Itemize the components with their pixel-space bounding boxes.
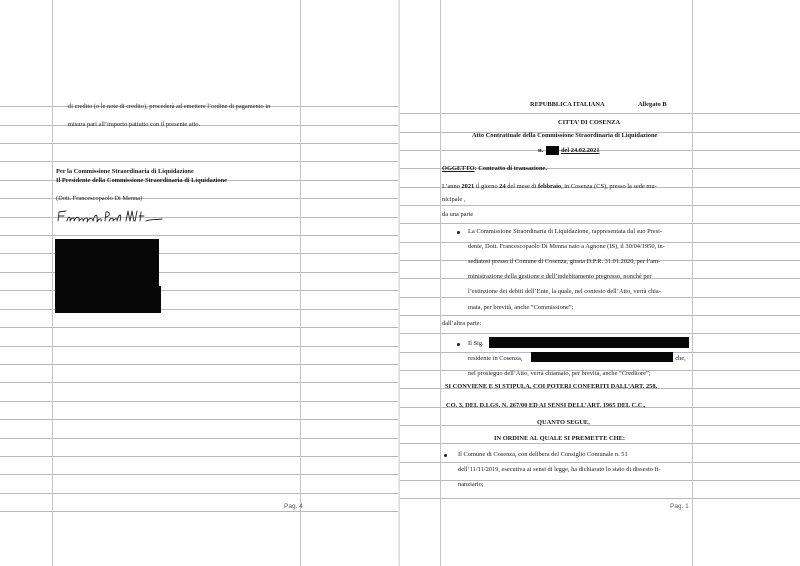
premise-line: Il Comune di Cosenza, con delibera del Consiglio Comunale n. 51 <box>458 451 628 458</box>
redaction-block <box>546 146 559 155</box>
party-two-che: , che, <box>672 355 686 362</box>
redaction-block <box>531 352 673 362</box>
party-one-line: La Commissione Straordinaria di Liquidazione, rappresentata dal suo Presi- <box>468 228 662 235</box>
agreement-line: CO. 3, DEL D.LGS. N. 267/00 ED AI SENSI DELL’ART. 1965 DEL C.C., <box>446 402 646 409</box>
body-text-line: misura pari all’importo pattuito con il presente atto. <box>68 121 201 128</box>
party-one-line: mata, per brevità, anche “Commissione”; <box>468 304 574 311</box>
party-one-line: ministrazione della gestione e dell’indebitamento pregresso, nonché per <box>468 273 652 280</box>
body-text-line: di credito (o le note di credito), procederà ad emettere l’ordine di pagamento in <box>68 103 271 110</box>
header-attachment: Allegato B <box>638 101 667 108</box>
party-two-line: nel prosieguo dell’Atto, verrà chiamato, per brevità, anche “Creditore”; <box>468 370 651 377</box>
header-city: CITTA’ DI COSENZA <box>558 119 621 126</box>
party-two-residence: residente in Cosenza, <box>468 355 523 362</box>
premise-line: nanziario; <box>458 481 484 488</box>
bullet <box>457 343 460 346</box>
handwritten-signature <box>56 207 166 227</box>
party-two-mr: Il Sig. <box>468 340 484 347</box>
header-title: Atto Contrattuale della Commissione Straordinaria di Liquidazione <box>472 132 658 139</box>
agreement-line: QUANTO SEGUE, <box>537 419 590 426</box>
act-date: del 24.02.2021 <box>561 147 600 154</box>
party-one-line: sediatosi presso il Comune di Cosenza, giusta D.P.R. 31.01.2020, per l’am- <box>468 258 661 265</box>
page-number: Pag. 4 <box>284 503 303 510</box>
right-margin-line <box>692 0 693 566</box>
agreement-line: SI CONVIENE E SI STIPULA, COI POTERI CONFERITI DALL’ART. 258, <box>445 383 658 390</box>
page-number: Pag. 1 <box>670 503 689 510</box>
party-one-label: da una parte <box>442 211 474 218</box>
act-number-label: n. <box>538 147 544 154</box>
party-two-label: dall’altra parte: <box>442 320 482 327</box>
signer-role: Il Presidente della Commissione Straordinaria di Liquidazione <box>56 177 228 184</box>
party-one-line: dente, Dott. Francescopaolo Di Menna nato a Agnone (IS), il 30/04/1950, in- <box>468 243 665 250</box>
left-margin-line <box>440 0 441 566</box>
premise-line: dell’11/11/2019, esecutiva ai sensi di legge, ha dichiarato lo stato di dissesto fi- <box>458 466 661 473</box>
redaction-block <box>489 337 689 348</box>
intro-line-2: nicipale , <box>442 196 466 203</box>
object-label: OGGETTO <box>442 165 475 172</box>
bullet <box>444 454 447 457</box>
signer-name: (Dott. Francescopaolo Di Menna) <box>56 195 143 202</box>
redaction-block <box>98 286 161 313</box>
premise-heading: IN ORDINE AL QUALE SI PREMETTE CHE: <box>494 435 626 442</box>
header-republic: REPUBBLICA ITALIANA <box>530 101 605 108</box>
right-margin-line <box>300 0 301 566</box>
left-margin-line <box>52 0 53 566</box>
signer-organization: Per la Commissione Straordinaria di Liquidazione <box>56 168 194 175</box>
object-text: : Contratto di transazione. <box>474 165 547 172</box>
bullet <box>457 231 460 234</box>
right-document-page <box>400 0 800 566</box>
intro-line: L’anno 2021 il giorno 24 del mese di febbraio, in Cosenza (CS), presso la sede mu- <box>442 183 657 190</box>
party-one-line: l’estinzione dei debiti dell’Ente, la quale, nel contesto dell’Atto, verrà chia- <box>468 288 661 295</box>
